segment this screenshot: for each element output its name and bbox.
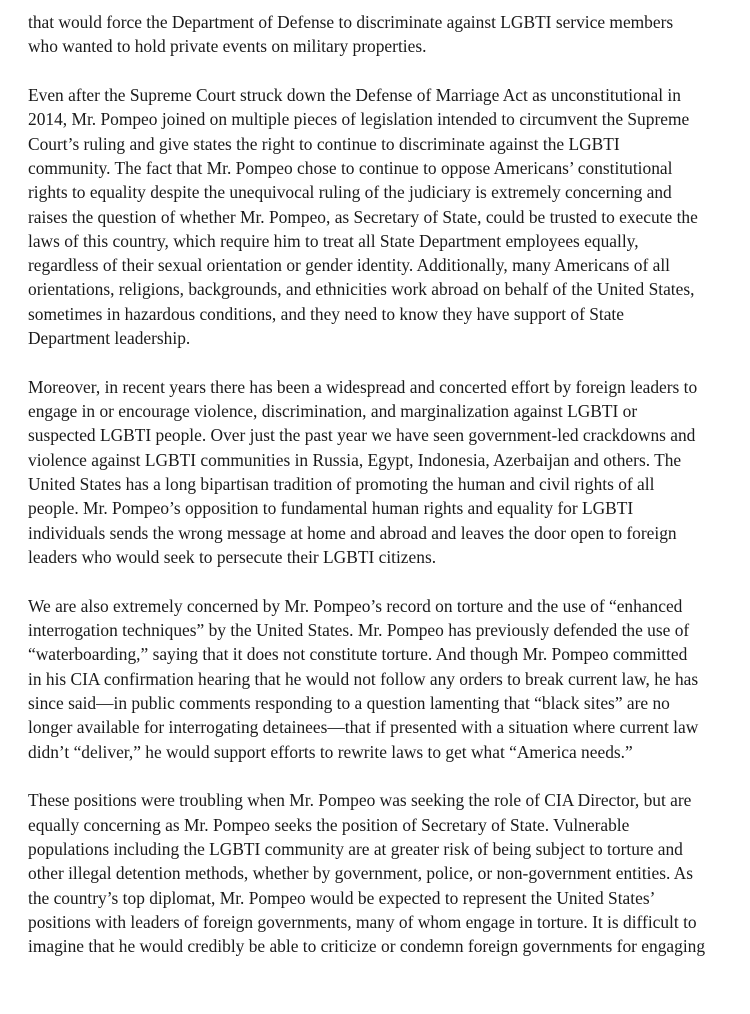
text-line: who wanted to hold private events on military properties.	[28, 36, 427, 57]
paragraph-4	[28, 594, 750, 764]
text-line: Court’s ruling and give states the right to continue to discriminate against the LGBTI	[28, 133, 620, 154]
text-line: We are also extremely concerned by Mr. Pompeo’s record on torture and the use of “enhanced	[28, 595, 683, 616]
text-line: positions with leaders of foreign governments, many of whom engage in torture. It is difficult to	[28, 911, 697, 932]
text-line: rights to equality despite the unequivocal ruling of the judiciary is extremely concerning and	[28, 182, 672, 203]
text-line: 2014, Mr. Pompeo joined on multiple pieces of legislation intended to circumvent the Supreme	[28, 109, 690, 130]
text-line: raises the question of whether Mr. Pompeo, as Secretary of State, could be trusted to execute the	[28, 206, 698, 227]
text-line: individuals sends the wrong message at home and abroad and leaves the door open to foreign	[28, 522, 677, 543]
paragraph-1	[28, 10, 750, 59]
text-line: laws of this country, which require him to treat all State Department employees equally,	[28, 230, 639, 251]
text-line: orientations, religions, backgrounds, and ethnicities work abroad on behalf of the United States,	[28, 279, 695, 300]
text-line: other illegal detention methods, whether by government, police, or non-government entities. As	[28, 863, 694, 884]
text-line: the country’s top diplomat, Mr. Pompeo would be expected to represent the United States’	[28, 887, 656, 908]
text-line: imagine that he would credibly be able to criticize or condemn foreign governments for engaging	[28, 936, 706, 957]
text-line: longer available for interrogating detainees—that if presented with a situation where current law	[28, 717, 699, 738]
text-line: interrogation techniques” by the United States. Mr. Pompeo has previously defended the use of	[28, 620, 690, 641]
text-line: equally concerning as Mr. Pompeo seeks the position of Secretary of State. Vulnerable	[28, 814, 630, 835]
text-line: engage in or encourage violence, discrimination, and marginalization against LGBTI or	[28, 401, 638, 422]
paragraph-3	[28, 375, 750, 569]
text-line: community. The fact that Mr. Pompeo chose to continue to oppose Americans’ constitutional	[28, 157, 673, 178]
text-line: Moreover, in recent years there has been a widespread and concerted effort by foreign leaders to	[28, 376, 698, 397]
text-line: sometimes in hazardous conditions, and they need to know they have support of State	[28, 303, 624, 324]
text-line: since said—in public comments responding to a question lamenting that “black sites” are no	[28, 692, 670, 713]
paragraph-2	[28, 83, 750, 350]
text-line: that would force the Department of Defense to discriminate against LGBTI service members	[28, 12, 674, 32]
text-line: suspected LGBTI people. Over just the past year we have seen government-led crackdowns and	[28, 425, 696, 446]
text-line: in his CIA confirmation hearing that he would not follow any orders to break current law, he has	[28, 668, 699, 689]
text-line: “waterboarding,” saying that it does not constitute torture. And though Mr. Pompeo committed	[28, 644, 688, 665]
text-line: people. Mr. Pompeo’s opposition to fundamental human rights and equality for LGBTI	[28, 498, 634, 519]
text-line: didn’t “deliver,” he would support efforts to rewrite laws to get what “America needs.”	[28, 741, 633, 762]
text-line: populations including the LGBTI community are at greater risk of being subject to torture and	[28, 838, 683, 859]
text-line: leaders who would seek to persecute their LGBTI citizens.	[28, 546, 437, 567]
text-line: violence against LGBTI communities in Russia, Egypt, Indonesia, Azerbaijan and others. The	[28, 449, 682, 470]
text-line: Even after the Supreme Court struck down the Defense of Marriage Act as unconstitutional in	[28, 85, 681, 106]
text-line: These positions were troubling when Mr. Pompeo was seeking the role of CIA Director, but are	[28, 790, 692, 811]
text-line: regardless of their sexual orientation or gender identity. Additionally, many Americans of all	[28, 255, 670, 276]
text-line: Department leadership.	[28, 328, 191, 349]
paragraph-5	[28, 788, 750, 958]
text-line: United States has a long bipartisan tradition of promoting the human and civil rights of all	[28, 474, 655, 495]
